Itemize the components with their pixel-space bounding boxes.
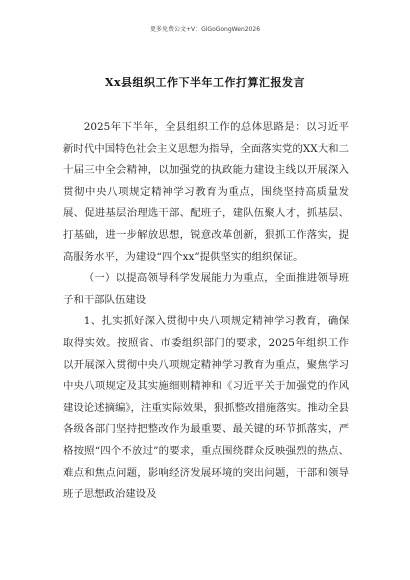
paragraph-intro: 2025年下半年，全县组织工作的总体思路是：以习近平新时代中国特色社会主义思想为指导，全面落实党的XX大和二十届三中全会精神，以加强党的执政能力建设主线以开展深入贯彻中央八项规定精神学习教育为重点，围绕坚持高质量发展、促进基层治理选干部、配班子，建队伍聚人才，抓基层、打基础，进一步解放思想，锐意改革创新，狠抓工作落实，提高服务水平，为建设“四个xx”提供坚实的组织保证。 [63,121,349,263]
header-note: 更多免费公文+V：GiGoGongWen2026 [149,26,261,33]
document-body [63,117,349,506]
paragraph-item-1: 1、扎实抓好深入贯彻中央八项规定精神学习教育，确保取得实效。按照省、市委组织部门的要求，2025年组织工作以开展深入贯彻中央八项规定精神学习教育为重点，聚焦学习中央八项规定及其实施细则精神和《习近平关于加强党的作风建设论述摘编》，注重实际效果，狠抓整改措施落实。推动全县各级各部门坚持把整改作为最重要、最关键的环节抓落实，严格按照“四个不放过”的要求，重点围绕群众反映强烈的热点、难点和焦点问题，影响经济发展环境的突出问题，干部和领导班子思想政治建设及 [63,315,349,501]
document-title: Xx县组织工作下半年工作打算汇报发言 [104,76,306,89]
section-heading-1: （一）以提高领导科学发展能力为重点，全面推进领导班子和干部队伍建设 [63,272,349,306]
